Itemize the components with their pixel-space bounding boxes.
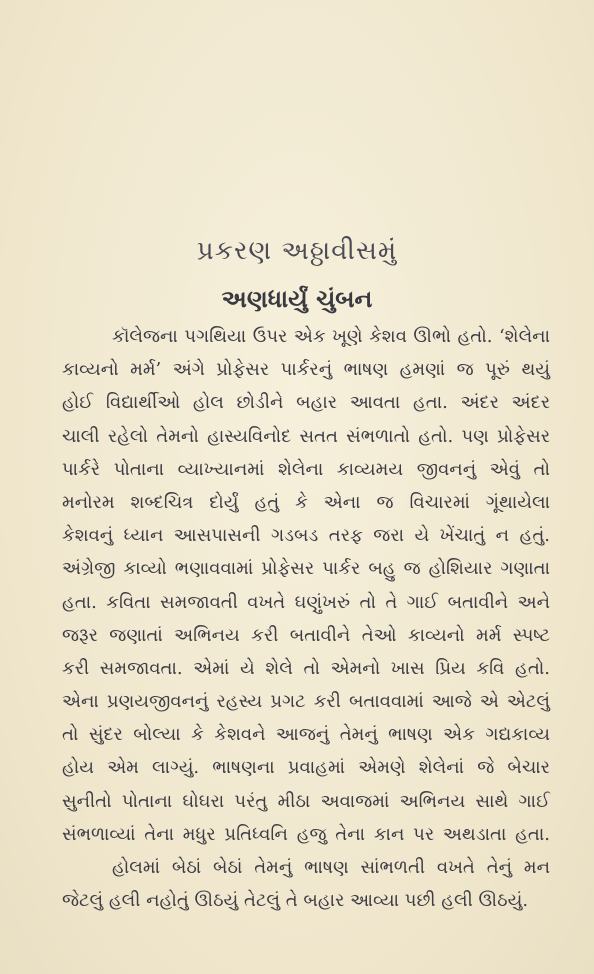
body-line: મનોરમ શબ્દચિત્ર દોર્યું હતું કે એના જ વિચારમાં ગૂંથાયેલા: [62, 491, 550, 513]
chapter-body: [62, 320, 550, 917]
body-line: કૉલેજના પગથિયા ઉપર એક ખૂણે કેશવ ઊભો હતો. ‘શેલેના: [112, 326, 550, 347]
body-line: કરી સમજાવતા. એમાં યે શેલે તો એમનો ખાસ પ્રિય કવિ હતો.: [62, 657, 550, 679]
body-line: અંગ્રેજી કાવ્યો ભણાવવામાં પ્રોફેસર પાર્કર બહુ જ હોશિયાર ગણાતા: [62, 558, 550, 580]
body-line: જેટલું હલી નહોતું ઊઠયું તેટલું તે બહાર આવ્યા પછી હલી ઊઠયું.: [62, 890, 529, 912]
body-line: સંભળાવ્યાં તેના મધુર પ્રતિધ્વનિ હજુ તેના કાન પર અથડાતા હતા.: [62, 823, 550, 845]
body-line: કેશવનું ધ્યાન આસપાસની ગડબડ તરફ જરા યે ખેંચાતું ન હતું.: [62, 525, 550, 547]
body-line: હતા. કવિતા સમજાવતી વખતે ઘણુંખરું તો તે ગાઈ બતાવીને અને: [62, 591, 550, 613]
body-line: એના પ્રણયજીવનનું રહસ્ય પ્રગટ કરી બતાવવામાં આજે એ એટલું: [62, 691, 550, 713]
chapter-number: પ્રકરણ અઠ્ઠાવીસમું: [196, 236, 398, 266]
body-line: સુનીતો પોતાના ઘોઘરા પરંતુ મીઠા અવાજમાં અભિનય સાથે ગાઈ: [62, 790, 550, 812]
body-line: તો સુંદર બોલ્યા કે કેશવને આજનું તેમનું ભાષણ એક ગદ્યકાવ્ય: [62, 724, 550, 746]
body-line: જરૂર જણાતાં અભિનય કરી બતાવીને તેઓ કાવ્યનો મર્મ સ્પષ્ટ: [62, 624, 550, 646]
chapter-title: અણધાર્યું ચુંબન: [221, 284, 373, 313]
body-line: હોય એમ લાગ્યું. ભાષણના પ્રવાહમાં એમણે શેલેનાં જે બેચાર: [62, 757, 550, 779]
body-line: કાવ્યનો મર્મ’ અંગે પ્રોફેસર પાર્કરનું ભાષણ હમણાં જ પૂરું થયું: [62, 359, 550, 381]
body-line: ચાલી રહેલો તેમનો હાસ્યવિનોદ સતત સંભળાતો હતો. પણ પ્રોફેસર: [62, 425, 550, 447]
body-line: હોલમાં બેઠાં બેઠાં તેમનું ભાષણ સાંભળતી વખતે તેનું મન: [112, 857, 550, 878]
body-line: પાર્કરે પોતાના વ્યાખ્યાનમાં શેલેના કાવ્યમય જીવનનું એવું તો: [62, 458, 550, 480]
body-line: હોઈ વિદ્યાર્થીઓ હોલ છોડીને બહાર આવતા હતા. અંદર અંદર: [62, 392, 550, 414]
